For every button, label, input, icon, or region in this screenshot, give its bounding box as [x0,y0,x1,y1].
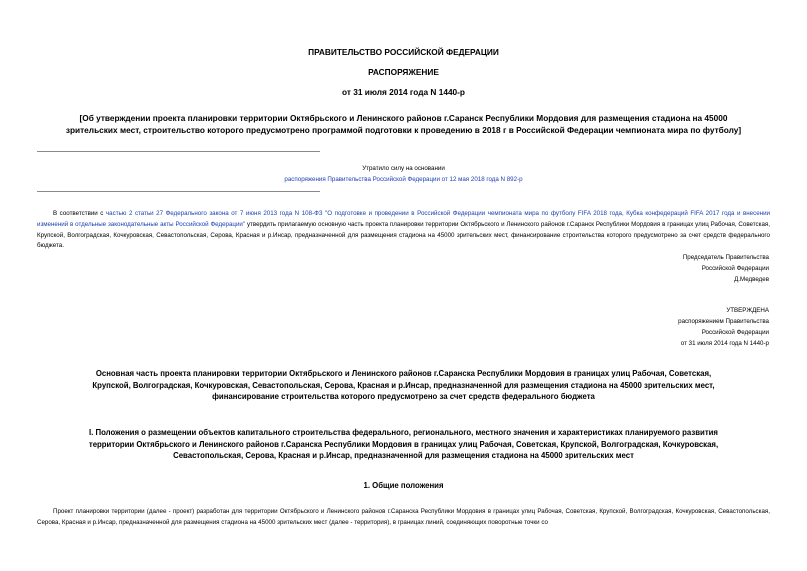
law-reference-link[interactable]: частью 2 статьи 27 Федерального закона от 7 июня 2013 года N 108-ФЗ "О подготовке и проведении в Российской Федерации чемпионата мира по футболу FIFA 2018 года, Кубка конфедераций FIFA 2017 года и внесении изменений в отдельные законодательные акты Российской Федерации" [37,210,770,228]
top-divider [37,151,320,152]
approval-line-3: Российской Федерации [701,329,769,336]
signature-country: Российской Федерации [701,265,769,272]
main-title: Основная часть проекта планировки территории Октябрьского и Ленинского районов г.Саранска Республики Мордовия в границах улиц Рабочая, Советская, Крупской, Волгоградская, Кочкуровская, Севастопольская, Серова, Красная и р.Инсар, предназначенной для размещения стадиона на 45000 зрительских мест, финансирование строительства которого предусмотрено за счет средств федерального бюджета [92,369,715,401]
status-note-line-1: Утратило силу на основании [362,165,445,172]
document-date-number: от 31 июля 2014 года N 1440-р [342,87,465,97]
document-subject-line-1: [Об утверждении проекта планировки территории Октябрьского и Ленинского районов г.Саранск Республики Мордовия для размещения стадиона на 45000 [79,113,728,123]
issuing-authority: ПРАВИТЕЛЬСТВО РОССИЙСКОЙ ФЕДЕРАЦИИ [308,47,499,57]
signature-title: Председатель Правительства [682,254,769,261]
signature-name: Д.Медведев [734,276,769,283]
section-1-heading: I. Положения о размещении объектов капитального строительства федерального, регионального, местного значения и характеристиках планируемого развития территории Октябрьского и Ленинского районов г.Саранска Республики Мордовия в границах улиц Рабочая, Советская, Крупской, Волгоградская, Кочкуровская, Севастопольская, Серова, Красная и р.Инсар, предназначенной для размещения стадиона на 45000 зрительских мест [88,428,719,460]
approval-title: УТВЕРЖДЕНА [726,307,769,314]
approval-line-2: распоряжением Правительства [678,318,769,325]
document-type: РАСПОРЯЖЕНИЕ [368,67,439,77]
bottom-divider [37,191,320,192]
approval-stamp [678,305,769,349]
signature-block [683,252,769,285]
body-paragraph: Проект планировки территории (далее - проект) разработан для территории Октябрьского и Ленинского районов г.Саранска Республики Мордовия в границах улиц Рабочая, Советская, Крупской, Волгоградская, Кочкуровская, Севастопольская, Серова, Красная и р.Инсар, предназначенной для размещения стадиона на 45000 зрительских мест (далее - территория), в границах линий, соединяющих поворотные точки со [37,508,770,526]
subsection-1-heading: 1. Общие положения [363,481,444,490]
approval-line-4: от 31 июля 2014 года N 1440-р [680,340,769,347]
preamble-paragraph: В соответствии с частью 2 статьи 27 Федерального закона от 7 июня 2013 года N 108-ФЗ "О подготовке и проведении в Российской Федерации чемпионата мира по футболу FIFA 2018 года, Кубка конфедераций FIFA 2017 года и внесении изменений в отдельные законодательные акты Российской Федерации" утвердить прилагаемую основную часть проекта планировки территории Октябрьского и Ленинского районов г.Саранск Республики Мордовия в границах улиц Рабочая, Советская, Крупской, Волгоградская, Кочкуровская, Севастопольская, Серова, Красная и р.Инсар, предназначенной для размещения стадиона на 45000 зрительских мест, финансирование строительства которого предусмотрено за счет средств федерального бюджета. [37,210,770,250]
document-subject-line-2: зрительских мест, строительство которого предусмотрено программой подготовки к проведению в 2018 г в Российской Федерации чемпионата мира по футболу] [65,125,742,135]
status-note-link[interactable]: распоряжения Правительства Российской Федерации от 12 мая 2018 года N 892-р [284,176,523,183]
